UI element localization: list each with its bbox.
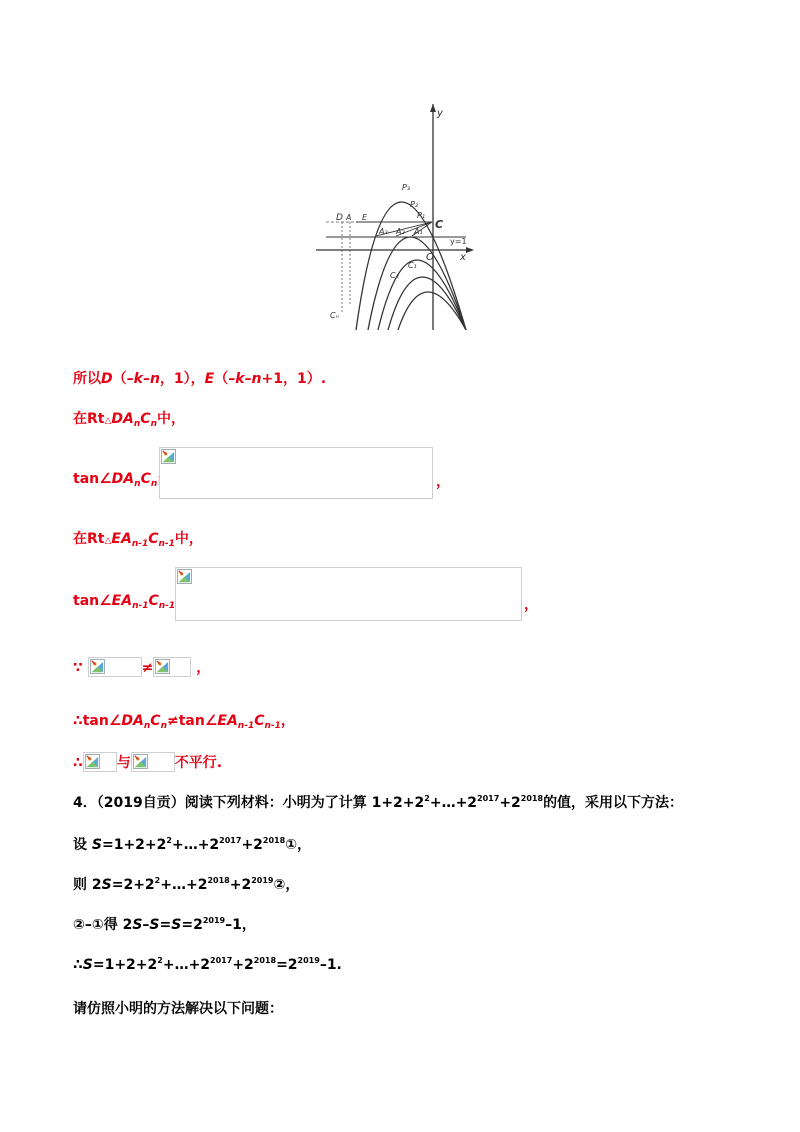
q4-step-2: 则 $2S=2+2^2+\dots+2^{2018}+2^{2019}②$， (73, 876, 300, 893)
solution-line-because: ∵ ≠ ， (73, 657, 210, 677)
formula-image-placeholder (88, 657, 142, 677)
svg-text:E: E (362, 213, 368, 222)
broken-image-icon (155, 659, 170, 674)
comma: ， (436, 474, 450, 490)
svg-text:C₂: C₂ (390, 271, 399, 280)
solution-line-tan-dac: $\tan\angle DA_nC_n$ (73, 471, 158, 489)
svg-text:P₃: P₃ (402, 183, 411, 192)
broken-image-icon (177, 569, 192, 584)
svg-text:y=1: y=1 (450, 237, 467, 246)
svg-text:D: D (336, 213, 343, 223)
svg-text:x: x (460, 252, 466, 263)
q4-step-4: $\therefore S=1+2+2^2+\dots+2^{2017}+2^{2018}=2^{2019}-1$. (73, 956, 342, 973)
solution-line-triangle-dac: 在$Rt\triangle DA_nC_n$中， (73, 411, 185, 429)
svg-text:Cₙ: Cₙ (330, 311, 339, 320)
solution-line-coordinates: 所以D（–k–n，1），E（–k–n+1，1）. (73, 371, 327, 387)
solution-line-triangle-eac: 在$Rt\triangle EA_{n-1}C_{n-1}$中， (73, 531, 203, 549)
comma: ， (524, 597, 538, 613)
svg-text:A₃: A₃ (379, 227, 388, 236)
svg-text:A₁: A₁ (414, 227, 423, 236)
formula-image-placeholder (83, 752, 117, 772)
formula-image-placeholder (131, 752, 175, 772)
q4-instruction: 请仿照小明的方法解决以下问题： (73, 1001, 283, 1017)
parabola-figure (316, 104, 476, 330)
broken-image-icon (133, 754, 148, 769)
svg-text:P₂: P₂ (410, 200, 419, 209)
solution-line-not-parallel: ∴ 与 不平行. (73, 752, 222, 772)
svg-text:C: C (435, 218, 444, 231)
svg-text:O: O (426, 252, 434, 263)
formula-image-placeholder (175, 567, 522, 621)
broken-image-icon (90, 659, 105, 674)
broken-image-icon (85, 754, 100, 769)
svg-text:A: A (346, 213, 352, 222)
formula-image-placeholder (153, 657, 191, 677)
solution-line-therefore-tan: $\therefore\tan\angle DA_nC_n\ne\tan\angle EA_{n-1}C_{n-1}$， (73, 713, 295, 731)
question-4-intro: 4．（2019自贡）阅读下列材料：小明为了计算 $1+2+2^2+\dots+2^{2017}+2^{2018}$的值，采用以下方法： (73, 794, 684, 811)
broken-image-icon (161, 449, 176, 464)
formula-image-placeholder (159, 447, 433, 499)
svg-text:C₁: C₁ (408, 261, 417, 270)
q4-step-1: 设 $S=1+2+2^2+\dots+2^{2017}+2^{2018}①$， (73, 836, 312, 853)
solution-line-tan-eac: $\tan\angle EA_{n-1}C_{n-1}$ (73, 593, 176, 611)
svg-text:P₁: P₁ (417, 211, 426, 220)
svg-text:A₂: A₂ (396, 227, 405, 236)
svg-text:y: y (437, 108, 443, 119)
q4-step-3: ②–①得 $2S-S=S=2^{2019}-1$， (73, 916, 256, 933)
